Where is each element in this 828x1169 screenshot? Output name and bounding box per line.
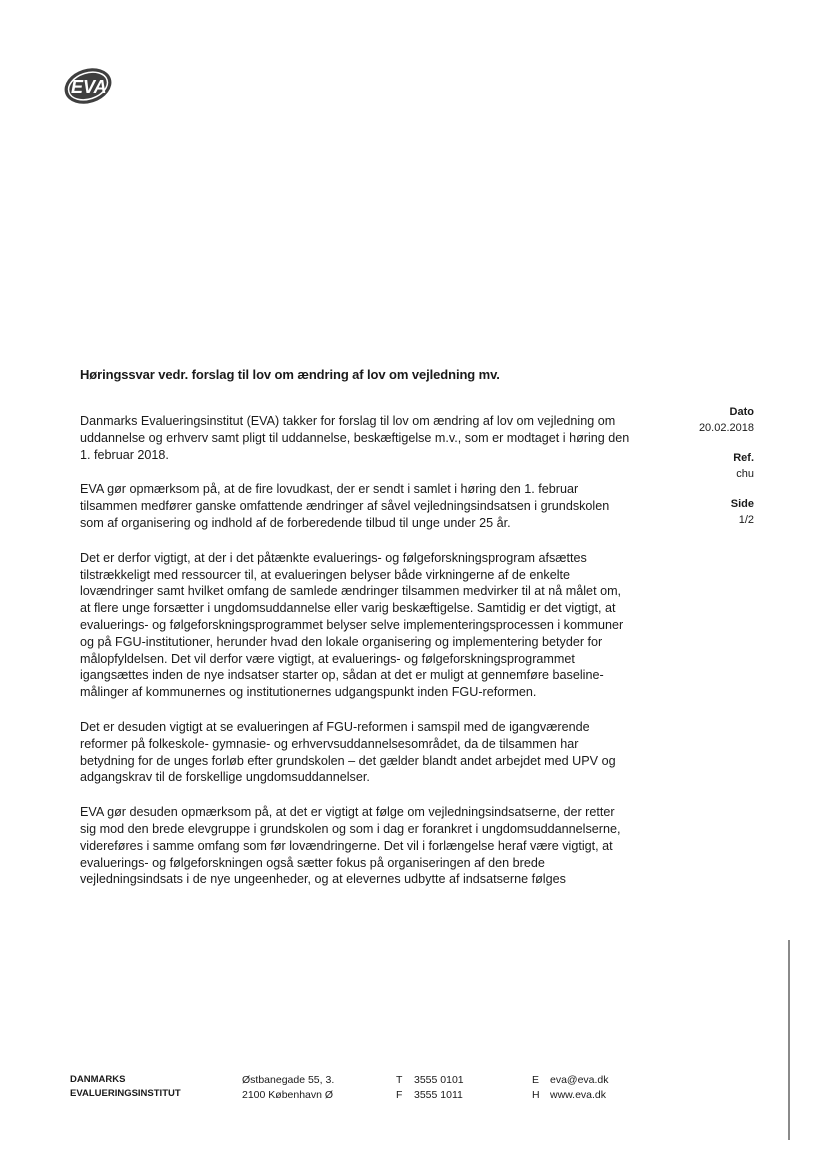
address-line-2: 2100 København Ø — [242, 1089, 334, 1101]
footer-organization — [70, 1073, 181, 1101]
paragraph-5: EVA gør desuden opmærksom på, at det er vigtigt at følge om vejledningsindsatserne, der retter sig mod den brede elevgruppe i grundskolen og som i dag er forankret i ungdomsuddannelserne, videreføres i samme omfang som før lovændringerne. Det vil i forlængelse heraf være vigtigt, at evaluerings- og følgeforskningen også sætter fokus på organiseringen af den brede vejledningsindsats i de nye ungeenheder, og at elevernes udbytte af indsatserne følges — [80, 805, 621, 887]
org-line-1: DANMARKS — [70, 1074, 126, 1085]
website-link[interactable]: www.eva.dk — [550, 1089, 607, 1101]
ref-label: Ref. — [733, 452, 754, 464]
address-line-1: Østbanegade 55, 3. — [242, 1074, 335, 1086]
document-subject: Høringssvar vedr. forslag til lov om ændring af lov om vejledning mv. — [80, 367, 500, 382]
eva-logo — [62, 62, 118, 106]
page-value: 1/2 — [738, 514, 754, 526]
date-value: 20.02.2018 — [698, 422, 754, 434]
web-key: H — [532, 1089, 540, 1101]
fax-number: 3555 1011 — [414, 1089, 463, 1101]
scan-edge-line — [788, 940, 790, 1140]
ref-value: chu — [736, 468, 754, 480]
phone-number: 3555 0101 — [414, 1074, 464, 1086]
logo-text: EVA — [71, 77, 107, 97]
footer-phone — [396, 1073, 464, 1103]
paragraph-3: Det er derfor vigtigt, at der i det påtænkte evaluerings- og følgeforskningsprogram afsættes tilstrækkeligt med ressourcer til, at evalueringen belyser både virkningerne af de enkelte lovændringer samt hvilket omfang de samlede ændringer tilsammen medvirker til at nå målet om, at flere unge forsætter i ungdomsuddannelse eller varig beskæftigelse. Samtidig er det vigtigt, at evaluerings- og følgeforskningsprogrammet belyser selve implementeringsprocessen i kommuner og på FGU-institutioner, herunder hvad den lokale organisering og implementering betyder for målopfyldelsen. Det vil derfor være vigtigt, at evaluerings- og følgeforskningsprogrammet igangsættes inden de nye indsatser starter op, sådan at det er muligt at gennemføre baseline-målinger af kommunernes og institutionernes udgangspunkt inden FGU-reformen. — [80, 550, 624, 700]
page-label: Side — [730, 498, 754, 510]
paragraph-1: Danmarks Evalueringsinstitut (EVA) takker for forslag til lov om ændring af lov om vejledning om uddannelse og erhverv samt pligt til uddannelse, beskæftigelse m.v., som er modtaget i høring den 1. februar 2018. — [80, 414, 630, 462]
email-link[interactable]: eva@eva.dk — [550, 1074, 609, 1086]
letter-body — [80, 413, 633, 906]
phone-key: T — [396, 1074, 403, 1086]
document-meta — [668, 404, 754, 542]
fax-key: F — [396, 1089, 403, 1101]
org-line-2: EVALUERINGSINSTITUT — [70, 1088, 181, 1099]
paragraph-4: Det er desuden vigtigt at se evalueringen af FGU-reformen i samspil med de igangværende reformer på folkeskole- gymnasie- og erhvervsuddannelsesområdet, da de tilsammen har betydning for de unges forløb efter grundskolen – det gælder blandt andet arbejdet med UPV og adgangskrav til de forskellige ungdomsuddannelser. — [80, 719, 616, 785]
footer-contact — [532, 1073, 609, 1103]
email-key: E — [532, 1074, 540, 1086]
footer-address — [242, 1073, 334, 1103]
date-label: Dato — [729, 406, 754, 418]
paragraph-2: EVA gør opmærksom på, at de fire lovudkast, der er sendt i samlet i høring den 1. februar tilsammen medfører ganske omfattende ændringer af såvel vejledningsindsatsen i grundskolen som af organisering og indhold af de forberedende tilbud til unge under 25 år. — [80, 482, 610, 530]
